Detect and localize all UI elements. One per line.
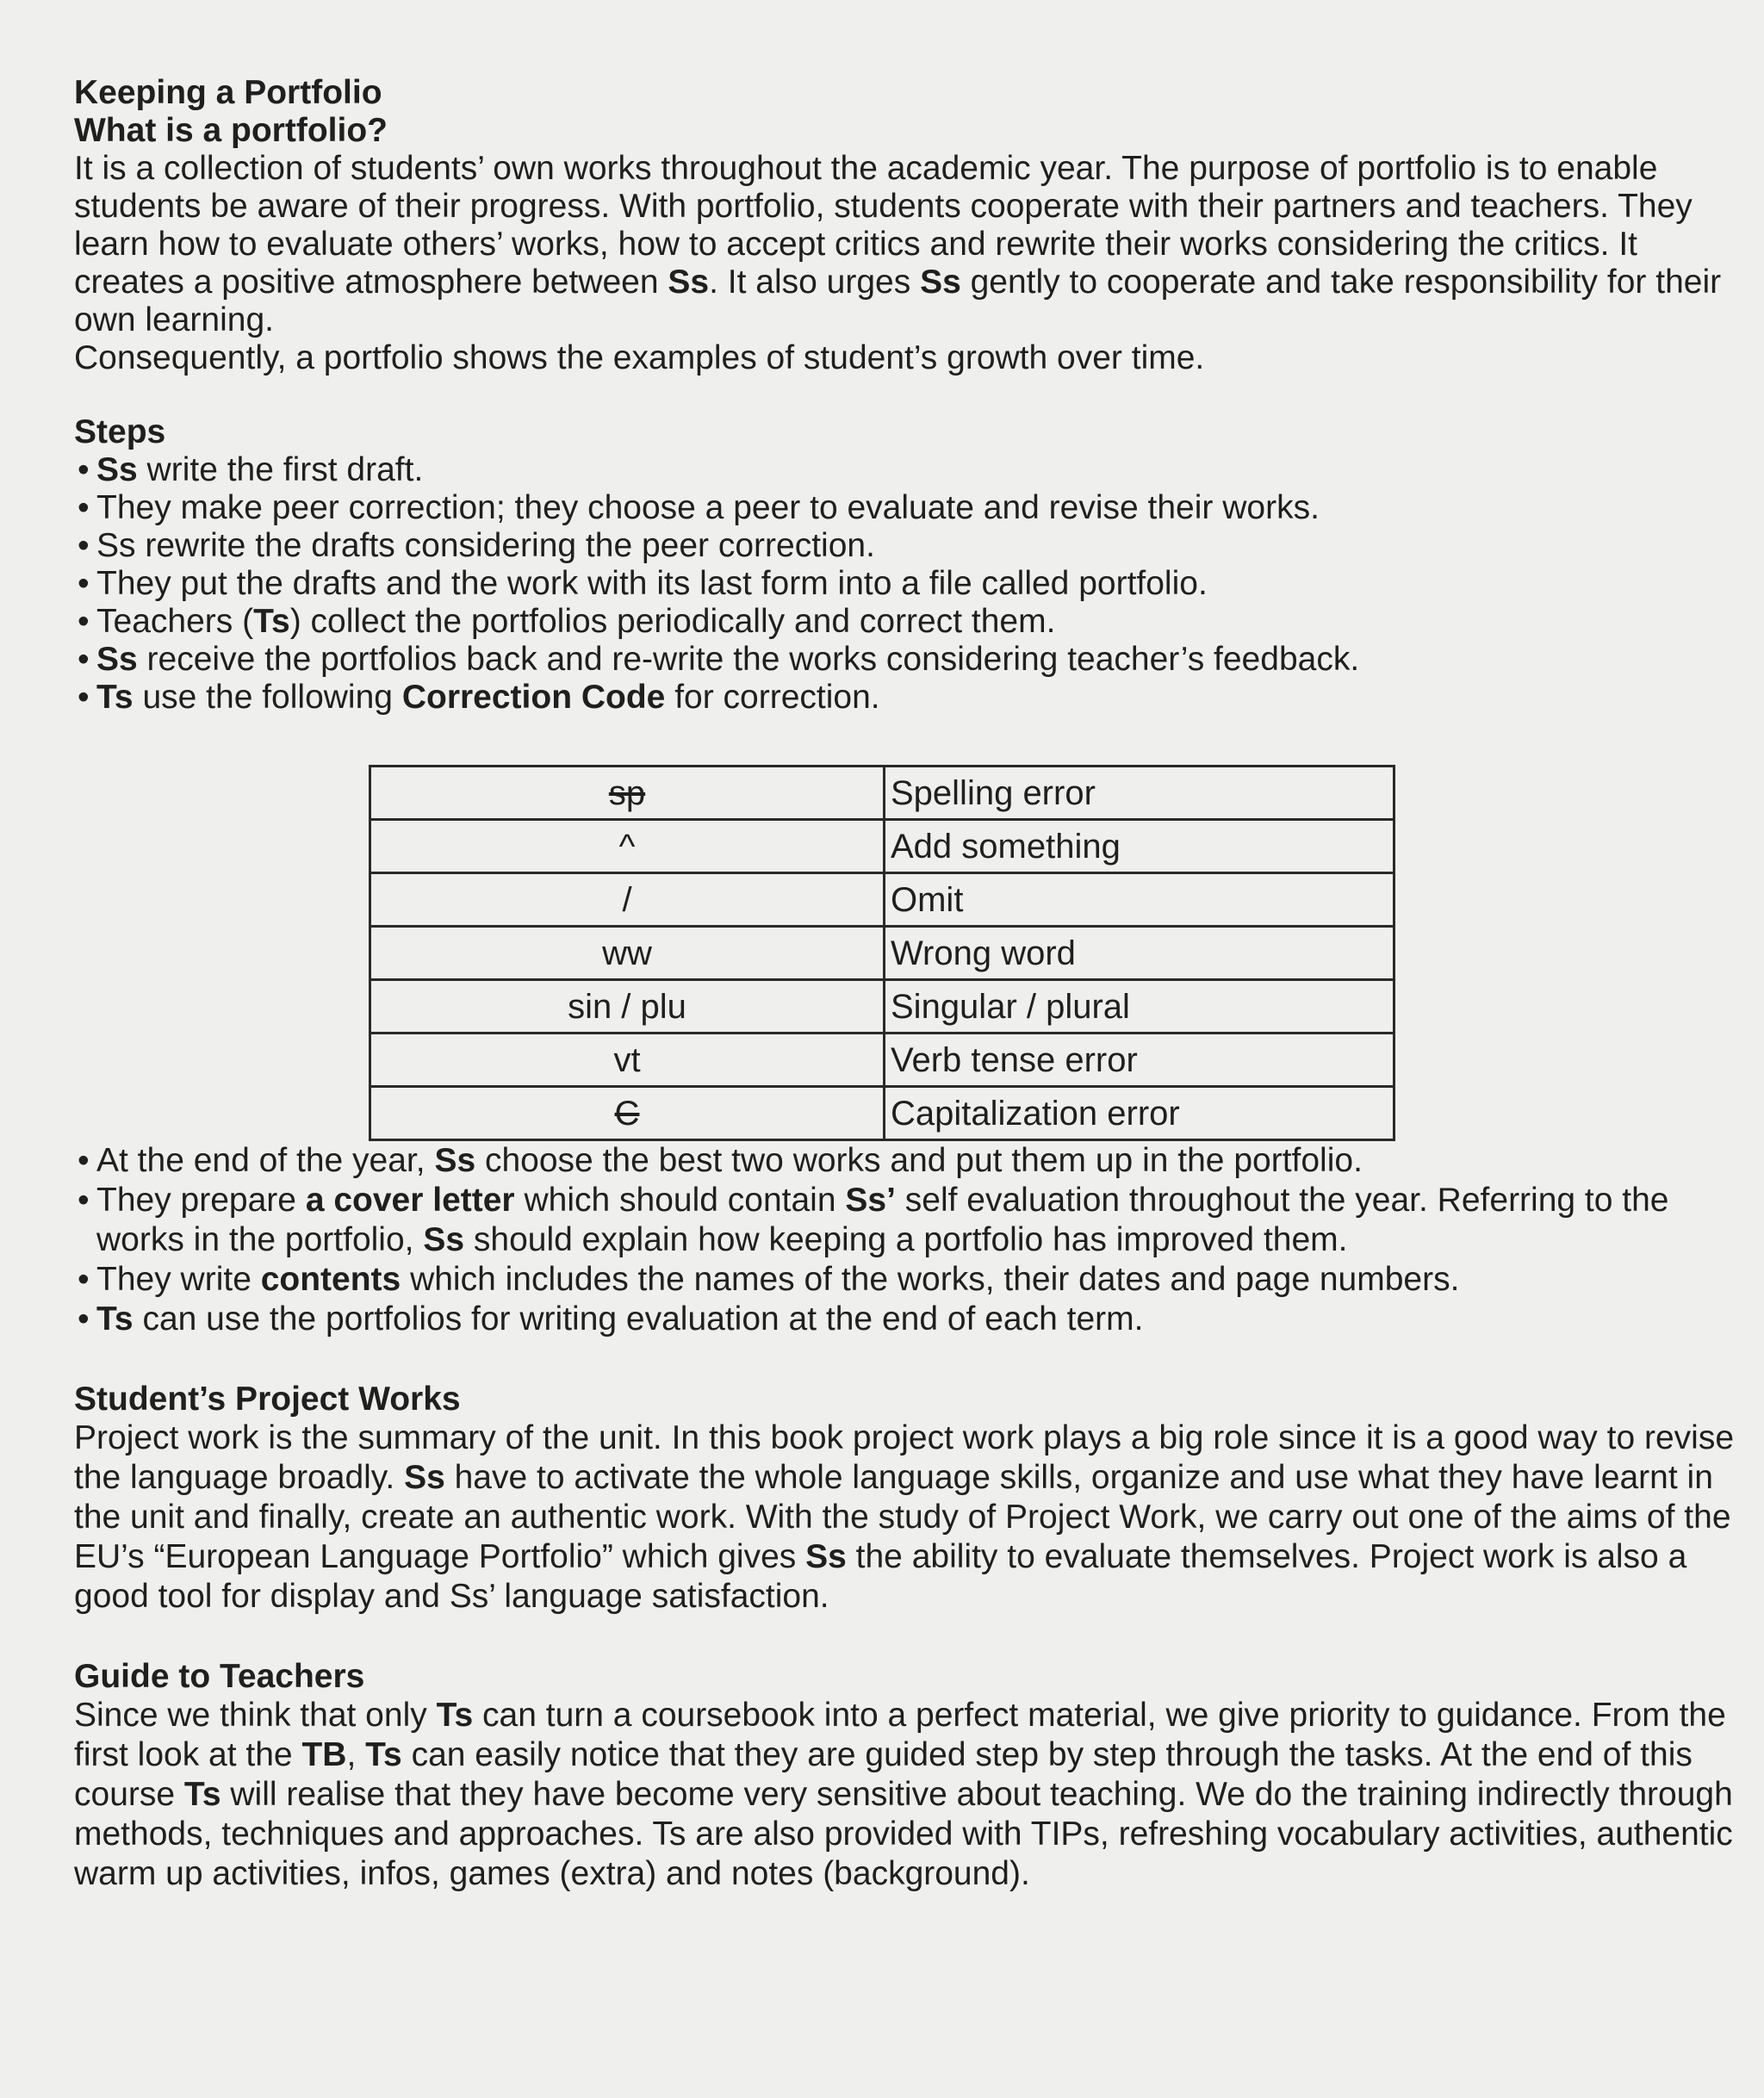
text-run: . It also urges: [709, 264, 921, 301]
table-row: [370, 1087, 1394, 1140]
bold-term: Ts: [96, 679, 134, 716]
bold-term: Ts: [253, 603, 290, 640]
text-run: gently to cooperate and take responsibility for their own learning.: [74, 264, 1722, 338]
bullet-icon: •: [78, 489, 90, 526]
bold-term: Ss: [96, 641, 138, 678]
after-steps-list: [74, 1141, 1754, 1339]
text-run: self evaluation throughout the year. Referring to the works in the portfolio,: [96, 1182, 1669, 1258]
text-run: They prepare: [96, 1182, 306, 1219]
bullet-icon: •: [78, 641, 90, 678]
bold-term: Ss: [423, 1221, 465, 1258]
list-item: [74, 1260, 1754, 1300]
text-run: use the following: [133, 679, 402, 716]
bold-term: Ss’: [845, 1182, 896, 1219]
text-run: the ability to evaluate themselves. Project work is also a good tool for display and Ss’ language satisfaction.: [74, 1538, 1687, 1615]
table-row: [370, 1033, 1394, 1087]
bold-term: Ss: [668, 264, 710, 301]
correction-symbol: C: [370, 1087, 885, 1140]
text-run: write the first draft.: [137, 451, 424, 488]
bullet-icon: •: [78, 1300, 90, 1338]
text-run: choose the best two works and put them up in the portfolio.: [475, 1142, 1363, 1179]
table-row: [370, 980, 1394, 1033]
text-run: receive the portfolios back and re-write the works considering teacher’s feedback.: [137, 641, 1360, 678]
bold-term: Ss: [96, 451, 138, 488]
text-run: ,: [346, 1736, 366, 1773]
portfolio-intro-paragraph: [74, 150, 1754, 339]
list-item: [74, 603, 1754, 641]
text-run: They write: [96, 1261, 261, 1298]
correction-meaning: Spelling error: [885, 767, 1394, 820]
text-run: will realise that they have become very sensitive about teaching. We do the training indirectly through methods, techniques and approaches. Ts are also provided with TIPs, refreshing vocabulary activities, authentic warm up activities, infos, games (extra) and notes (background).: [74, 1776, 1733, 1892]
correction-meaning: Add something: [885, 820, 1394, 873]
text-run: which includes the names of the works, their dates and page numbers.: [401, 1261, 1460, 1298]
text-run: It is a collection of students’ own works throughout the academic year. The purpose of portfolio is to enable students be aware of their progress. With portfolio, students cooperate with their partners and teachers. They learn how to evaluate others’ works, how to accept critics and rewrite their works considering the critics. It creates a positive atmosphere between: [74, 150, 1693, 301]
list-item: [74, 451, 1754, 489]
list-item: [74, 641, 1754, 679]
bold-term: TB: [301, 1736, 347, 1773]
text-run: Teachers (: [96, 603, 254, 640]
text-run: They make peer correction; they choose a peer to evaluate and revise their works.: [96, 489, 1320, 526]
bullet-icon: •: [78, 603, 90, 640]
bold-term: a cover letter: [305, 1182, 515, 1219]
portfolio-conclusion-paragraph: Consequently, a portfolio shows the examples of student’s growth over time.: [74, 339, 1205, 376]
text-run: for correction.: [665, 679, 880, 716]
correction-symbol: ww: [370, 927, 885, 980]
project-paragraph: [74, 1418, 1754, 1617]
text-run: They put the drafts and the work with its last form into a file called portfolio.: [96, 565, 1208, 602]
text-run: can easily notice that they are guided step by step through the tasks. At the end of this course: [74, 1736, 1693, 1813]
text-run: ) collect the portfolios periodically and correct them.: [289, 603, 1056, 640]
bullet-icon: •: [78, 565, 90, 602]
correction-meaning: Verb tense error: [885, 1033, 1394, 1087]
text-run: At the end of the year,: [96, 1142, 435, 1179]
bold-term: Ts: [436, 1697, 474, 1734]
text-run: can turn a coursebook into a perfect material, we give priority to guidance. From the first look at the: [74, 1697, 1726, 1773]
correction-symbol: ^: [370, 820, 885, 873]
table-row: [370, 873, 1394, 927]
bullet-icon: •: [78, 527, 90, 564]
table-row: [370, 927, 1394, 980]
correction-symbol: sp: [370, 767, 885, 820]
list-item: [74, 1181, 1754, 1260]
bold-term: contents: [260, 1261, 401, 1298]
list-item: [74, 565, 1754, 603]
correction-meaning: Capitalization error: [885, 1087, 1394, 1140]
text-run: should explain how keeping a portfolio has improved them.: [464, 1221, 1348, 1258]
text-run: can use the portfolios for writing evaluation at the end of each term.: [133, 1300, 1144, 1338]
bold-term: Ss: [434, 1142, 476, 1179]
correction-meaning: Omit: [885, 873, 1394, 927]
text-run: Project work is the summary of the unit. In this book project work plays a big role since it is a good way to revise the language broadly.: [74, 1419, 1735, 1496]
text-run: which should contain: [514, 1182, 846, 1219]
table-row: [370, 767, 1394, 820]
list-item: [74, 489, 1754, 527]
bold-term: Ts: [365, 1736, 402, 1773]
project-heading: Student’s Project Works: [74, 1381, 461, 1418]
bold-term: Ts: [183, 1776, 221, 1813]
correction-symbol: vt: [370, 1033, 885, 1087]
bold-term: Correction Code: [401, 679, 666, 716]
correction-code-table: [369, 765, 1395, 1141]
question-heading: What is a portfolio?: [74, 112, 388, 149]
section-heading-portfolio: Keeping a Portfolio: [74, 74, 382, 111]
steps-heading: Steps: [74, 413, 166, 450]
bullet-icon: •: [78, 451, 90, 488]
table-row: [370, 820, 1394, 873]
correction-meaning: Wrong word: [885, 927, 1394, 980]
bold-term: Ss: [920, 264, 961, 301]
correction-meaning: Singular / plural: [885, 980, 1394, 1033]
bold-term: Ts: [96, 1300, 134, 1338]
bullet-icon: •: [78, 679, 90, 716]
bullet-icon: •: [78, 1142, 90, 1179]
document-page: [74, 74, 1754, 1894]
steps-list: [74, 451, 1754, 717]
bold-term: Ss: [805, 1538, 847, 1575]
bullet-icon: •: [78, 1182, 90, 1219]
text-run: Ss rewrite the drafts considering the peer correction.: [96, 527, 875, 564]
list-item: [74, 527, 1754, 565]
bold-term: Ss: [404, 1459, 445, 1496]
list-item: [74, 1141, 1754, 1181]
text-run: have to activate the whole language skills, organize and use what they have learnt in the unit and finally, create an authentic work. With the study of Project Work, we carry out one of the aims of the EU’s “European Language Portfolio” which gives: [74, 1459, 1731, 1575]
guide-heading: Guide to Teachers: [74, 1658, 365, 1695]
list-item: [74, 679, 1754, 717]
correction-symbol: sin / plu: [370, 980, 885, 1033]
list-item: [74, 1300, 1754, 1339]
text-run: Since we think that only: [74, 1697, 437, 1734]
bullet-icon: •: [78, 1261, 90, 1298]
guide-paragraph: [74, 1696, 1754, 1894]
correction-symbol: /: [370, 873, 885, 927]
